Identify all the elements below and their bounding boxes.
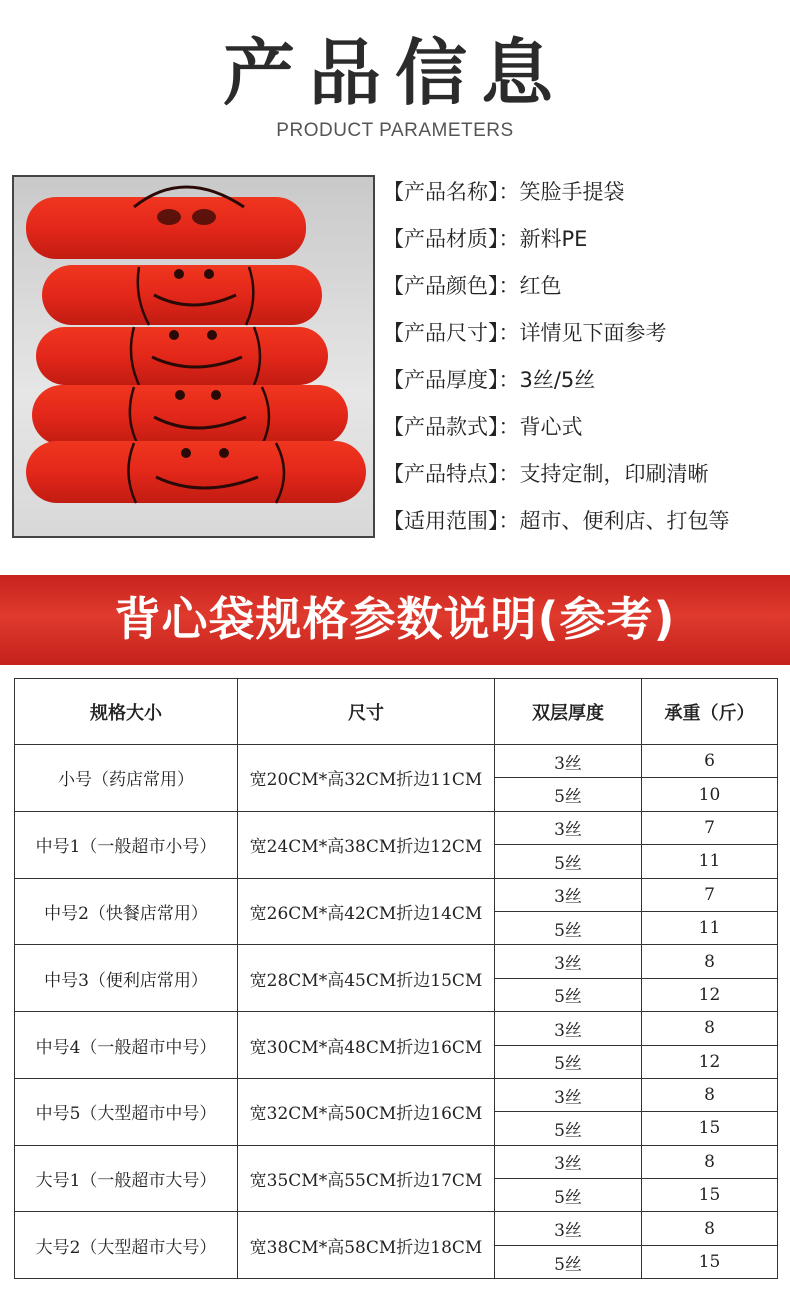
- cell-size: 小号（药店常用）: [15, 745, 238, 812]
- cell-thickness: 3丝: [495, 811, 642, 844]
- cell-load: 10: [642, 778, 778, 811]
- cell-load: 12: [642, 978, 778, 1011]
- cell-size: 大号1（一般超市大号）: [15, 1145, 238, 1212]
- cell-load: 15: [642, 1245, 778, 1278]
- table-row: [15, 1212, 778, 1245]
- spec-row-thickness: [383, 360, 783, 407]
- spec-value: 笑脸手提袋: [519, 180, 625, 204]
- spec-label: 【产品名称】: [383, 180, 499, 204]
- cell-load: 11: [642, 911, 778, 944]
- cell-size: 中号5（大型超市中号）: [15, 1078, 238, 1145]
- cell-load: 11: [642, 845, 778, 878]
- bag-roll-4: [32, 385, 348, 445]
- cell-dimension: 宽24CM*高38CM折边12CM: [238, 811, 495, 878]
- cell-load: 15: [642, 1112, 778, 1145]
- cell-thickness: 5丝: [495, 845, 642, 878]
- cell-thickness: 5丝: [495, 911, 642, 944]
- spec-value: 3丝/5丝: [519, 368, 596, 392]
- spec-label: 【适用范围】: [383, 509, 499, 533]
- cell-thickness: 5丝: [495, 1179, 642, 1212]
- cell-size: 中号2（快餐店常用）: [15, 878, 238, 945]
- cell-dimension: 宽28CM*高45CM折边15CM: [238, 945, 495, 1012]
- product-photo: [12, 175, 375, 538]
- spec-separator: ：: [498, 509, 520, 533]
- spec-label: 【产品尺寸】: [383, 321, 499, 345]
- cell-dimension: 宽32CM*高50CM折边16CM: [238, 1078, 495, 1145]
- header-dimension: 尺寸: [238, 679, 495, 745]
- header-size: 规格大小: [15, 679, 238, 745]
- spec-row-style: [383, 407, 783, 454]
- spec-value: 新料PE: [519, 227, 588, 251]
- table-header-row: [15, 679, 778, 745]
- bag-roll-3: [36, 327, 328, 385]
- spec-label: 【产品颜色】: [383, 274, 499, 298]
- table-row: [15, 745, 778, 778]
- table-row: [15, 1078, 778, 1111]
- cell-dimension: 宽35CM*高55CM折边17CM: [238, 1145, 495, 1212]
- header-thickness: 双层厚度: [495, 679, 642, 745]
- cell-thickness: 3丝: [495, 1145, 642, 1178]
- cell-dimension: 宽30CM*高48CM折边16CM: [238, 1012, 495, 1079]
- cell-load: 8: [642, 1012, 778, 1045]
- page-subtitle: PRODUCT PARAMETERS: [276, 120, 514, 141]
- cell-thickness: 3丝: [495, 878, 642, 911]
- section-banner: [0, 575, 790, 665]
- cell-size: 中号1（一般超市小号）: [15, 811, 238, 878]
- spec-value: 支持定制，印刷清晰: [519, 462, 709, 486]
- cell-thickness: 3丝: [495, 1212, 642, 1245]
- banner-title: 背心袋规格参数说明(参考): [114, 592, 676, 646]
- table-row: [15, 1145, 778, 1178]
- spec-separator: ：: [498, 462, 520, 486]
- table-row: [15, 811, 778, 844]
- cell-dimension: 宽26CM*高42CM折边14CM: [238, 878, 495, 945]
- cell-load: 7: [642, 811, 778, 844]
- cell-thickness: 3丝: [495, 745, 642, 778]
- spec-value: 详情见下面参考: [519, 321, 667, 345]
- cell-dimension: 宽20CM*高32CM折边11CM: [238, 745, 495, 812]
- cell-thickness: 5丝: [495, 778, 642, 811]
- spec-table-wrapper: [14, 678, 777, 1279]
- spec-label: 【产品厚度】: [383, 368, 499, 392]
- spec-list: [383, 172, 783, 548]
- spec-row-material: [383, 219, 783, 266]
- cell-load: 6: [642, 745, 778, 778]
- cell-thickness: 5丝: [495, 978, 642, 1011]
- smiley-face-bag-icon: [14, 177, 373, 536]
- spec-value: 红色: [519, 274, 562, 298]
- spec-value: 背心式: [519, 415, 583, 439]
- cell-thickness: 5丝: [495, 1045, 642, 1078]
- cell-size: 大号2（大型超市大号）: [15, 1212, 238, 1279]
- cell-load: 8: [642, 945, 778, 978]
- spec-row-color: [383, 266, 783, 313]
- spec-value: 超市、便利店、打包等: [519, 509, 730, 533]
- cell-load: 8: [642, 1078, 778, 1111]
- header-load: 承重（斤）: [642, 679, 778, 745]
- spec-label: 【产品特点】: [383, 462, 499, 486]
- spec-separator: ：: [498, 274, 520, 298]
- cell-load: 12: [642, 1045, 778, 1078]
- spec-row-usage: [383, 501, 783, 548]
- page-title: 产品信息: [222, 31, 567, 115]
- cell-load: 8: [642, 1145, 778, 1178]
- table-row: [15, 878, 778, 911]
- bag-roll-1: [26, 187, 306, 259]
- spec-table: [14, 678, 778, 1279]
- table-row: [15, 945, 778, 978]
- spec-separator: ：: [498, 227, 520, 251]
- spec-separator: ：: [498, 415, 520, 439]
- spec-row-features: [383, 454, 783, 501]
- cell-load: 7: [642, 878, 778, 911]
- spec-separator: ：: [498, 321, 520, 345]
- cell-size: 中号4（一般超市中号）: [15, 1012, 238, 1079]
- spec-label: 【产品材质】: [383, 227, 499, 251]
- cell-load: 8: [642, 1212, 778, 1245]
- spec-separator: ：: [498, 180, 520, 204]
- cell-thickness: 3丝: [495, 1012, 642, 1045]
- cell-thickness: 5丝: [495, 1112, 642, 1145]
- cell-load: 15: [642, 1179, 778, 1212]
- cell-thickness: 3丝: [495, 945, 642, 978]
- bag-roll-2: [42, 265, 322, 325]
- table-row: [15, 1012, 778, 1045]
- spec-row-name: [383, 172, 783, 219]
- spec-row-size: [383, 313, 783, 360]
- bag-roll-5: [26, 441, 366, 503]
- spec-separator: ：: [498, 368, 520, 392]
- cell-thickness: 3丝: [495, 1078, 642, 1111]
- spec-label: 【产品款式】: [383, 415, 499, 439]
- cell-dimension: 宽38CM*高58CM折边18CM: [238, 1212, 495, 1279]
- cell-thickness: 5丝: [495, 1245, 642, 1278]
- cell-size: 中号3（便利店常用）: [15, 945, 238, 1012]
